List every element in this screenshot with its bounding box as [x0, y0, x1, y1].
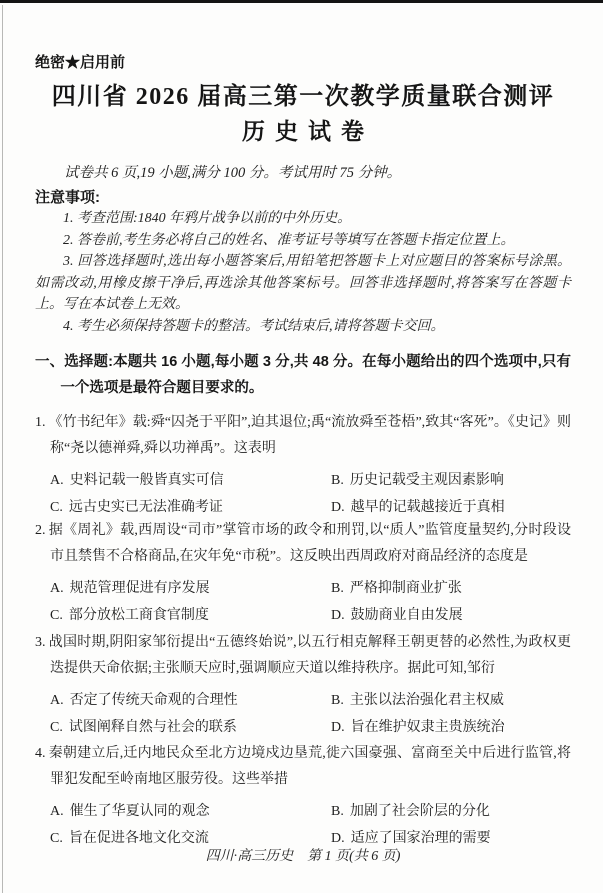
option-text: 旨在促进各地文化交流 [68, 831, 209, 847]
option-label: C. [50, 720, 63, 736]
option-b [331, 469, 571, 489]
option-text: 远古史实已无法准确考证 [68, 500, 223, 516]
option-group [35, 573, 571, 628]
option-label: D. [331, 720, 345, 736]
option-b [331, 577, 571, 597]
question-stem-text: 据《周礼》载,西周设“司市”掌管市场的政令和刑罚,以“质人”监管度量契约,分时段设市且禁售不合格商品,在灾年免“市税”。这反映出西周政府对商品经济的态度是 [48, 523, 571, 564]
option-text: 规范管理促进有序发展 [69, 580, 210, 596]
option-label: B. [331, 580, 344, 596]
option-group [35, 796, 571, 851]
question-number: 2. [35, 523, 46, 538]
option-group [35, 685, 571, 740]
question-stem [35, 630, 571, 681]
option-group [35, 465, 571, 520]
option-label: D. [331, 608, 345, 624]
option-text: 否定了传统天命观的合理性 [69, 692, 238, 708]
page-footer: 四川·高三历史 第 1 页(共 6 页) [205, 849, 401, 864]
section-heading: 一、选择题:本题共 16 小题,每小题 3 分,共 48 分。在每小题给出的四个选项中,只有一个选项是最符合题目要求的。 [35, 354, 571, 396]
notice-item: 3. 回答选择题时,选出每小题答案后,用铅笔把答题卡上对应题目的答案标号涂黑。如需改动,用橡皮擦干净后,再选涂其他答案标号。回答非选择题时,将答案写在答题卡上。写在本试卷上无效。 [35, 254, 571, 312]
question-stem-text: 战国时期,阴阳家邹衍提出“五德终始说”,以五行相克解释王朝更替的必然性,为政权更迭提供天命依据;主张顺天应时,强调顺应天道以维持秩序。据此可知,邹衍 [48, 635, 571, 676]
question-4 [35, 741, 571, 847]
option-d [331, 604, 571, 624]
exam-info: 试卷共 6 页,19 小题,满分 100 分。考试用时 75 分钟。 [64, 165, 402, 181]
option-label: C. [50, 500, 63, 516]
notice-heading: 注意事项: [35, 189, 100, 206]
option-text: 适应了国家治理的需要 [350, 831, 491, 847]
option-b [331, 689, 571, 709]
option-c [50, 604, 331, 624]
option-label: D. [331, 500, 345, 516]
option-c [50, 716, 331, 736]
option-text: 历史记载受主观因素影响 [349, 472, 504, 488]
notice-item: 1. 考查范围:1840 年鸦片战争以前的中外历史。 [63, 211, 352, 226]
question-number: 3. [35, 635, 46, 650]
option-label: B. [331, 692, 344, 708]
option-label: A. [50, 580, 64, 596]
question-3 [35, 630, 571, 741]
option-text: 旨在维护奴隶主贵族统治 [350, 720, 505, 736]
question-number: 1. [35, 415, 46, 430]
question-stem [35, 518, 571, 569]
option-d [331, 496, 571, 516]
option-b [331, 800, 571, 820]
option-label: A. [50, 472, 64, 488]
option-text: 鼓励商业自由发展 [350, 608, 463, 624]
option-label: C. [50, 831, 63, 847]
option-label: A. [50, 803, 64, 819]
option-label: B. [331, 472, 344, 488]
option-text: 严格抑制商业扩张 [349, 580, 462, 596]
page-title: 四川省 2026 届高三第一次教学质量联合测评 [51, 84, 555, 110]
question-stem-text: 《竹书纪年》载:舜“囚尧于平阳”,迫其退位;禹“流放舜至苍梧”,致其“客死”。《史记》则称“尧以德禅舜,舜以功禅禹”。这表明 [48, 415, 571, 456]
subject-title: 历史试卷 [242, 119, 374, 144]
option-a [50, 800, 331, 820]
classification-label: 绝密★启用前 [35, 54, 126, 71]
question-stem [35, 741, 571, 792]
option-d [331, 827, 571, 847]
question-2 [35, 518, 571, 630]
option-text: 试图阐释自然与社会的联系 [68, 720, 237, 736]
option-d [331, 716, 571, 736]
option-c [50, 827, 331, 847]
option-a [50, 689, 331, 709]
option-text: 催生了华夏认同的观念 [69, 803, 210, 819]
option-text: 越早的记载越接近于真相 [350, 500, 505, 516]
option-text: 部分放松工商食官制度 [68, 608, 209, 624]
question-number: 4. [35, 746, 46, 761]
option-label: A. [50, 692, 64, 708]
option-c [50, 496, 331, 516]
option-label: C. [50, 608, 63, 624]
option-label: B. [331, 803, 344, 819]
question-stem-text: 秦朝建立后,迁内地民众至北方边境戍边垦荒,徙六国豪强、富商至关中后进行监管,将罪犯发配至岭南地区服劳役。这些举措 [48, 746, 571, 787]
option-text: 加剧了社会阶层的分化 [349, 803, 490, 819]
option-a [50, 577, 331, 597]
question-1 [35, 410, 571, 518]
notice-item: 4. 考生必须保持答题卡的整洁。考试结束后,请将答题卡交回。 [63, 318, 445, 334]
question-stem [35, 410, 571, 461]
option-a [50, 469, 331, 489]
option-text: 史料记载一般皆真实可信 [69, 472, 224, 488]
notice-item: 2. 答卷前,考生务必将自己的姓名、准考证号等填写在答题卡指定位置上。 [63, 232, 515, 248]
exam-paper-content [35, 0, 571, 867]
option-text: 主张以法治强化君主权威 [349, 692, 504, 708]
option-label: D. [331, 831, 345, 847]
notice-list [35, 208, 571, 337]
scan-left-edge [2, 5, 3, 893]
